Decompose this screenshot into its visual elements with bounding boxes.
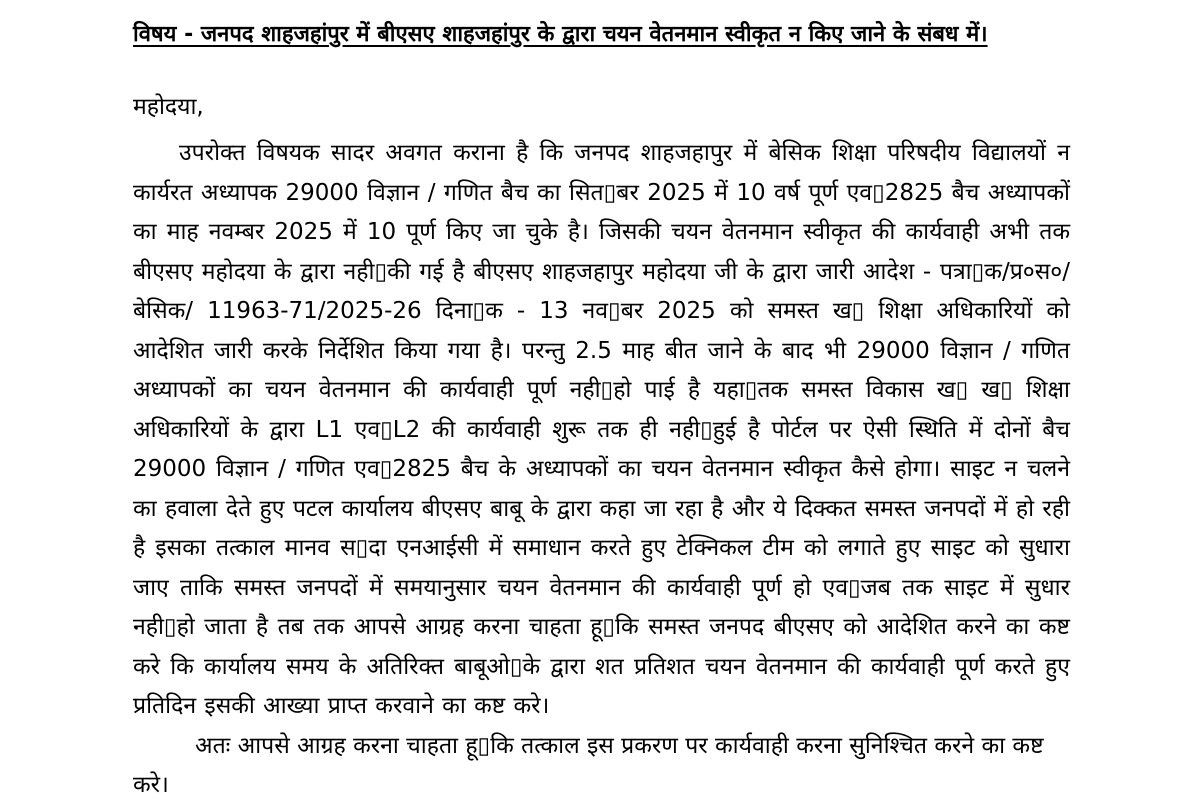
salutation: महोदया, (133, 94, 204, 120)
body-paragraph: उपरोक्त विषयक सादर अवगत कराना है कि जनपद शाहजहापुर में बेसिक शिक्षा परिषदीय विद्यालयों न कार्यरत अध्यापक 29000 विज्ञान / गणित बैच का सित▯बर 2025 में 10 वर्ष पूर्ण एव▯2825 बैच अध्यापकों का माह नवम्बर 2025 में 10 पूर्ण किए जा चुके है। जिसकी चयन वेतनमान स्वीकृत की कार्यवाही अभी तक बीएसए महोदया के द्वारा नही▯की गई है बीएसए शाहजहापुर महोदया जी के द्वारा जारी आदेश - पत्रा▯क/प्र०स०/बेसिक/ 11963-71/2025-26 दिना▯क - 13 नव▯बर 2025 को समस्त ख▯ शिक्षा अधिकारियों को आदेशित जारी करके निर्देशित किया गया है। परन्तु 2.5 माह बीत जाने के बाद भी 29000 विज्ञान / गणित अध्यापकों का चयन वेतनमान की कार्यवाही पूर्ण नही▯हो पाई है यहा▯तक समस्त विकास ख▯ ख▯ शिक्षा अधिकारियों के द्वारा L1 एव▯L2 की कार्यवाही शुरू तक ही नही▯हुई है पोर्टल पर ऐसी स्थिति में दोनों बैच 29000 विज्ञान / गणित एव▯2825 बैच के अध्यापकों का चयन वेतनमान स्वीकृत कैसे होगा। साइट न चलने का हवाला देते हुए पटल कार्यालय बीएसए बाबू के द्वारा कहा जा रहा है और ये दिक्कत समस्त जनपदों में हो रही है इसका तत्काल मानव स▯दा एनआईसी में समाधान करते हुए टेक्निकल टीम को लगाते हुए साइट को सुधारा जाए ताकि समस्त जनपदों में समयानुसार चयन वेतनमान की कार्यवाही पूर्ण हो एव▯जब तक साइट में सुधार नही▯हो जाता है तब तक आपसे आग्रह करना चाहता हू▯कि समस्त जनपद बीएसए को आदेशित करने का कष्ट करे कि कार्यालय समय के अतिरिक्त बाबूओ▯के द्वारा शत प्रतिशत चयन वेतनमान की कार्यवाही पूर्ण करते हुए प्रतिदिन इसकी आख्या प्राप्त करवाने का कष्ट करे। (133, 140, 1070, 719)
subject-line: विषय - जनपद शाहजहांपुर में बीएसए शाहजहांपुर के द्वारा चयन वेतनमान स्वीकृत न किए जाने के संबध में। (133, 22, 988, 47)
closing-paragraph: अतः आपसे आग्रह करना चाहता हू▯कि तत्काल इस प्रकरण पर कार्यवाही करना सुनिश्चित करने का कष्ट करे। (133, 732, 1044, 798)
